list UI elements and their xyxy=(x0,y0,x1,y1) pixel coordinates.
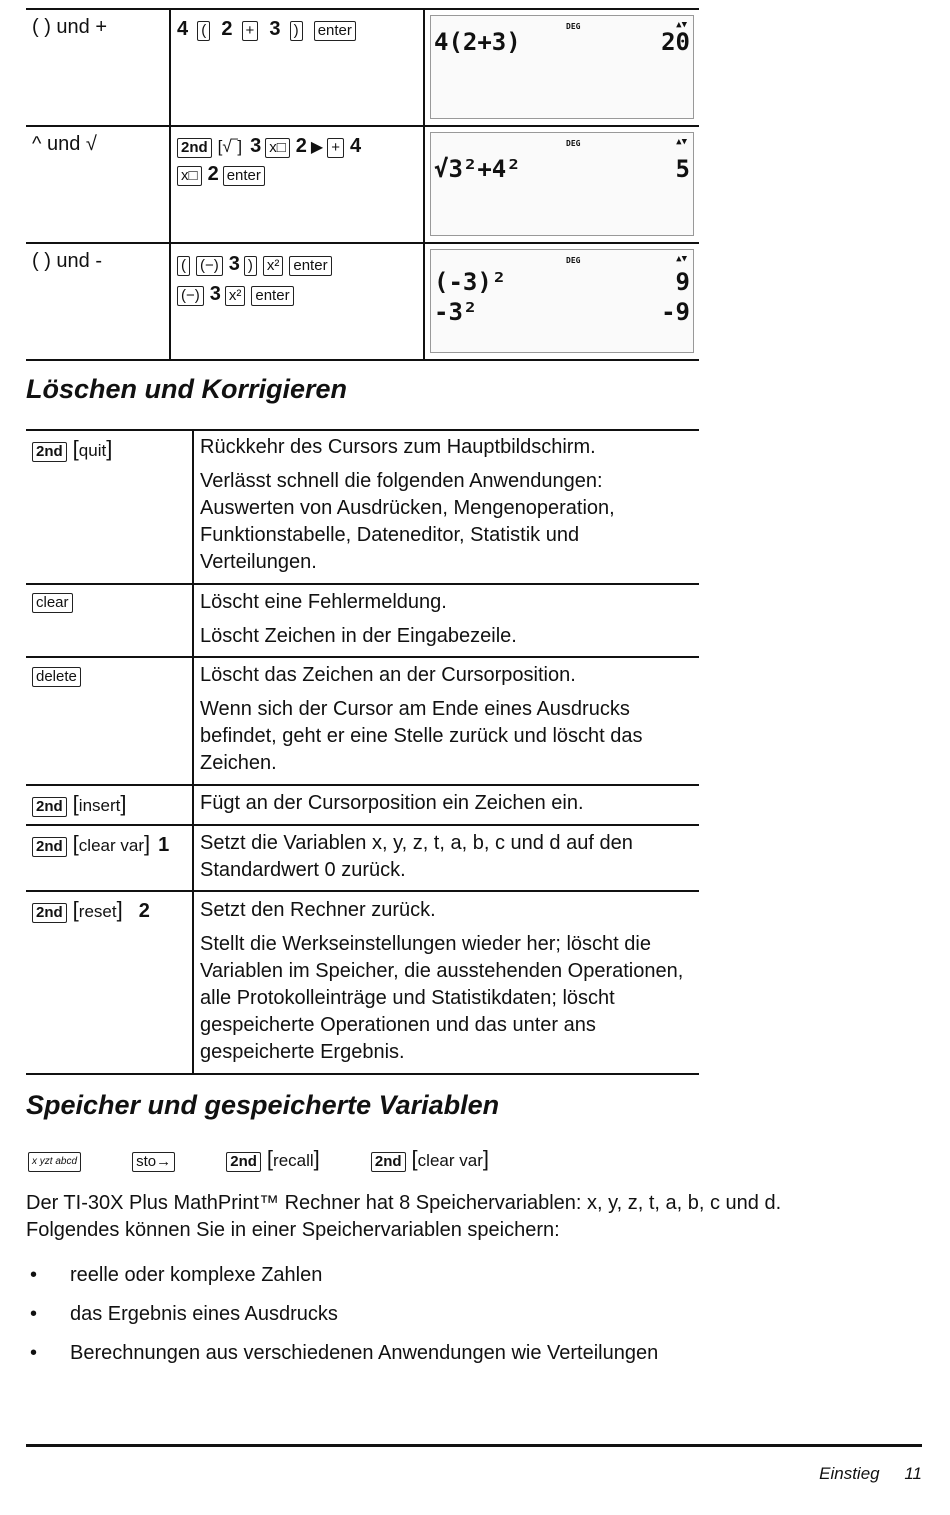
key-combo: 2nd [insert] xyxy=(32,791,135,817)
screen-expression: (-3)² xyxy=(434,268,507,296)
key-2nd: 2nd xyxy=(226,1152,261,1172)
key-combo: 2nd [clear var] 1 xyxy=(32,831,169,859)
memory-keys: x yzt abcd sto→ 2nd [recall] 2nd [clear var] xyxy=(28,1146,497,1172)
screen-result: -9 xyxy=(661,298,690,326)
key-open-paren: ( xyxy=(197,21,210,41)
list-item: • reelle oder komplexe Zahlen xyxy=(30,1264,323,1286)
key-close-paren: ) xyxy=(290,21,303,41)
screen-expression: √3²+4² xyxy=(434,155,521,183)
description-cell: Rückkehr des Cursors zum Hauptbildschirm. Verlässt schnell die folgenden Anwendungen: Auswerten von Ausdrücken, Mengenoperation, Funktionstabelle, Dateneditor, Statistik und Verteilungen. xyxy=(200,436,615,573)
section-heading: Löschen und Korrigieren xyxy=(26,374,348,404)
row-label: ^ und √ xyxy=(32,133,97,155)
screen-result: 9 xyxy=(675,268,690,296)
key-negative: (−) xyxy=(177,286,204,306)
description-cell: Löscht das Zeichen an der Cursorposition. Wenn sich der Cursor am Ende eines Ausdrucks befindet, geht er eine Stelle zurück und löscht das Zeichen. xyxy=(200,664,643,774)
key-sequence: 4 ( 2 + 3 ) enter xyxy=(177,16,362,43)
bullet-list xyxy=(26,1262,926,1367)
key-delete: delete xyxy=(32,667,81,687)
intro-paragraph: Der TI-30X Plus MathPrint™ Rechner hat 8 Speichervariablen: x, y, z, t, a, b, c und d. Folgendes können Sie in einer Speichervariablen speichern: xyxy=(26,1192,782,1241)
page-number: 11 xyxy=(904,1464,922,1483)
key-plus: + xyxy=(242,21,259,41)
calculator-screen: DEG ▲▼ (-3)² 9 -3² -9 xyxy=(430,249,694,353)
description-cell: Löscht eine Fehlermeldung. Löscht Zeichen in der Eingabezeile. xyxy=(200,591,517,647)
key-power: x□ xyxy=(265,138,290,158)
description-cell: Setzt die Variablen x, y, z, t, a, b, c und d auf den Standardwert 0 zurück. xyxy=(200,832,633,881)
key-combo xyxy=(32,592,79,613)
key-open-paren: ( xyxy=(177,256,190,276)
key-power: x□ xyxy=(177,166,202,186)
key-2nd: 2nd xyxy=(32,797,67,817)
row-label: ( ) und - xyxy=(32,250,103,272)
screen-result: 20 xyxy=(661,28,690,56)
key-negative: (−) xyxy=(196,256,223,276)
list-item: • das Ergebnis eines Ausdrucks xyxy=(30,1303,338,1325)
list-item: • Berechnungen aus verschiedenen Anwendungen wie Verteilungen xyxy=(30,1342,659,1364)
screen-expression: -3² xyxy=(434,298,478,326)
key-enter: enter xyxy=(223,166,265,186)
scroll-arrows-icon: ▲▼ xyxy=(676,20,687,30)
key-sequence: 2nd [√‾] 3 x□ 2 ▶ + 4 x□ 2 enter xyxy=(177,133,422,189)
key-sto: sto→ xyxy=(132,1152,175,1172)
screen-expression: 4(2+3) xyxy=(434,28,521,56)
key-sequence: ( (−) 3 ) x² enter (−) 3 x² enter xyxy=(177,250,422,310)
key-variable: x yzt abcd xyxy=(28,1152,81,1172)
scroll-arrows-icon: ▲▼ xyxy=(676,137,687,147)
calculator-screen: DEG ▲▼ 4(2+3) 20 xyxy=(430,15,694,119)
footer-rule xyxy=(26,1444,922,1447)
key-plus: + xyxy=(327,138,344,158)
calculator-screen: DEG ▲▼ √3²+4² 5 xyxy=(430,132,694,236)
key-close-paren: ) xyxy=(244,256,257,276)
key-clear: clear xyxy=(32,593,73,613)
screen-result: 5 xyxy=(675,155,690,183)
key-square: x² xyxy=(263,256,284,276)
key-2nd: 2nd xyxy=(32,837,67,857)
key-combo: 2nd [quit] xyxy=(32,436,120,462)
key-square: x² xyxy=(225,286,246,306)
key-enter: enter xyxy=(251,286,293,306)
right-arrow-icon: ▶ xyxy=(310,137,324,156)
page-footer xyxy=(819,1464,922,1484)
key-2nd: 2nd xyxy=(32,442,67,462)
key-enter: enter xyxy=(289,256,331,276)
key-enter: enter xyxy=(314,21,356,41)
key-combo xyxy=(32,666,87,687)
key-2nd: 2nd xyxy=(32,903,67,923)
footer-section: Einstieg xyxy=(819,1464,880,1483)
description-cell: Fügt an der Cursorposition ein Zeichen ein. xyxy=(200,792,584,814)
scroll-arrows-icon: ▲▼ xyxy=(676,254,687,264)
section-heading: Speicher und gespeicherte Variablen xyxy=(26,1090,500,1120)
key-2nd: 2nd xyxy=(177,138,212,158)
key-2nd: 2nd xyxy=(371,1152,406,1172)
description-cell: Setzt den Rechner zurück. Stellt die Werkseinstellungen wieder her; löscht die Variablen im Speicher, die ausstehenden Operationen, alle Protokolleinträge und Statistikdaten; löscht gespeicherte Operationen und das unter ans gespeicherte Ergebnis. xyxy=(200,899,684,1063)
key-combo: 2nd [reset] 2 xyxy=(32,897,150,925)
row-label: ( ) und + xyxy=(32,16,108,38)
